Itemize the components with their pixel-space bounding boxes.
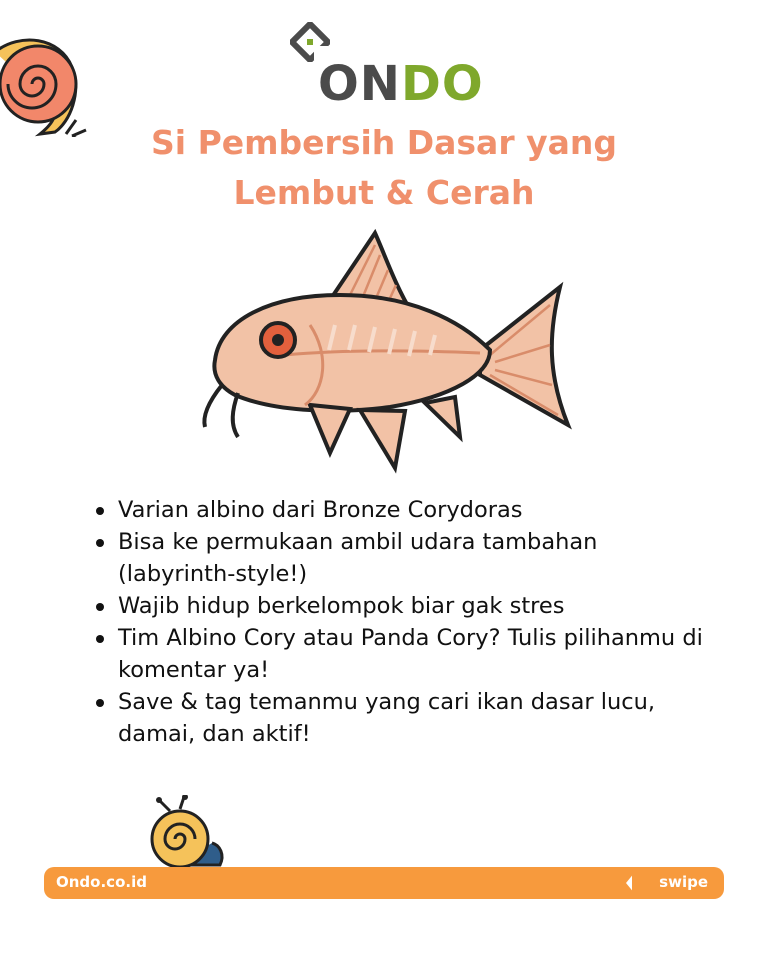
footer-bar xyxy=(44,867,724,899)
title-line-1: Si Pembersih Dasar yang xyxy=(151,123,617,162)
snail-decoration-bottom xyxy=(140,795,235,870)
snail-icon xyxy=(140,795,235,870)
list-item: Tim Albino Cory atau Panda Cory? Tulis pilihanmu di komentar ya! xyxy=(92,622,712,686)
feature-list xyxy=(92,494,712,750)
ondo-logo xyxy=(290,22,490,112)
albino-cory-fish-illustration xyxy=(190,225,580,475)
page-title xyxy=(0,118,768,218)
list-item: Save & tag temanmu yang cari ikan dasar lucu, damai, dan aktif! xyxy=(92,686,712,750)
title-line-2: Lembut & Cerah xyxy=(233,173,535,212)
swipe-label: swipe xyxy=(659,873,708,891)
list-item: Wajib hidup berkelompok biar gak stres xyxy=(92,590,712,622)
logo-wordmark: ONDO xyxy=(318,56,484,112)
list-item: Bisa ke permukaan ambil udara tambahan (labyrinth-style!) xyxy=(92,526,712,590)
footer-site-bar[interactable] xyxy=(44,867,644,899)
fish-illustration xyxy=(190,225,580,475)
swipe-button[interactable] xyxy=(632,867,724,899)
list-item: Varian albino dari Bronze Corydoras xyxy=(92,494,712,526)
site-link[interactable]: Ondo.co.id xyxy=(56,873,147,891)
